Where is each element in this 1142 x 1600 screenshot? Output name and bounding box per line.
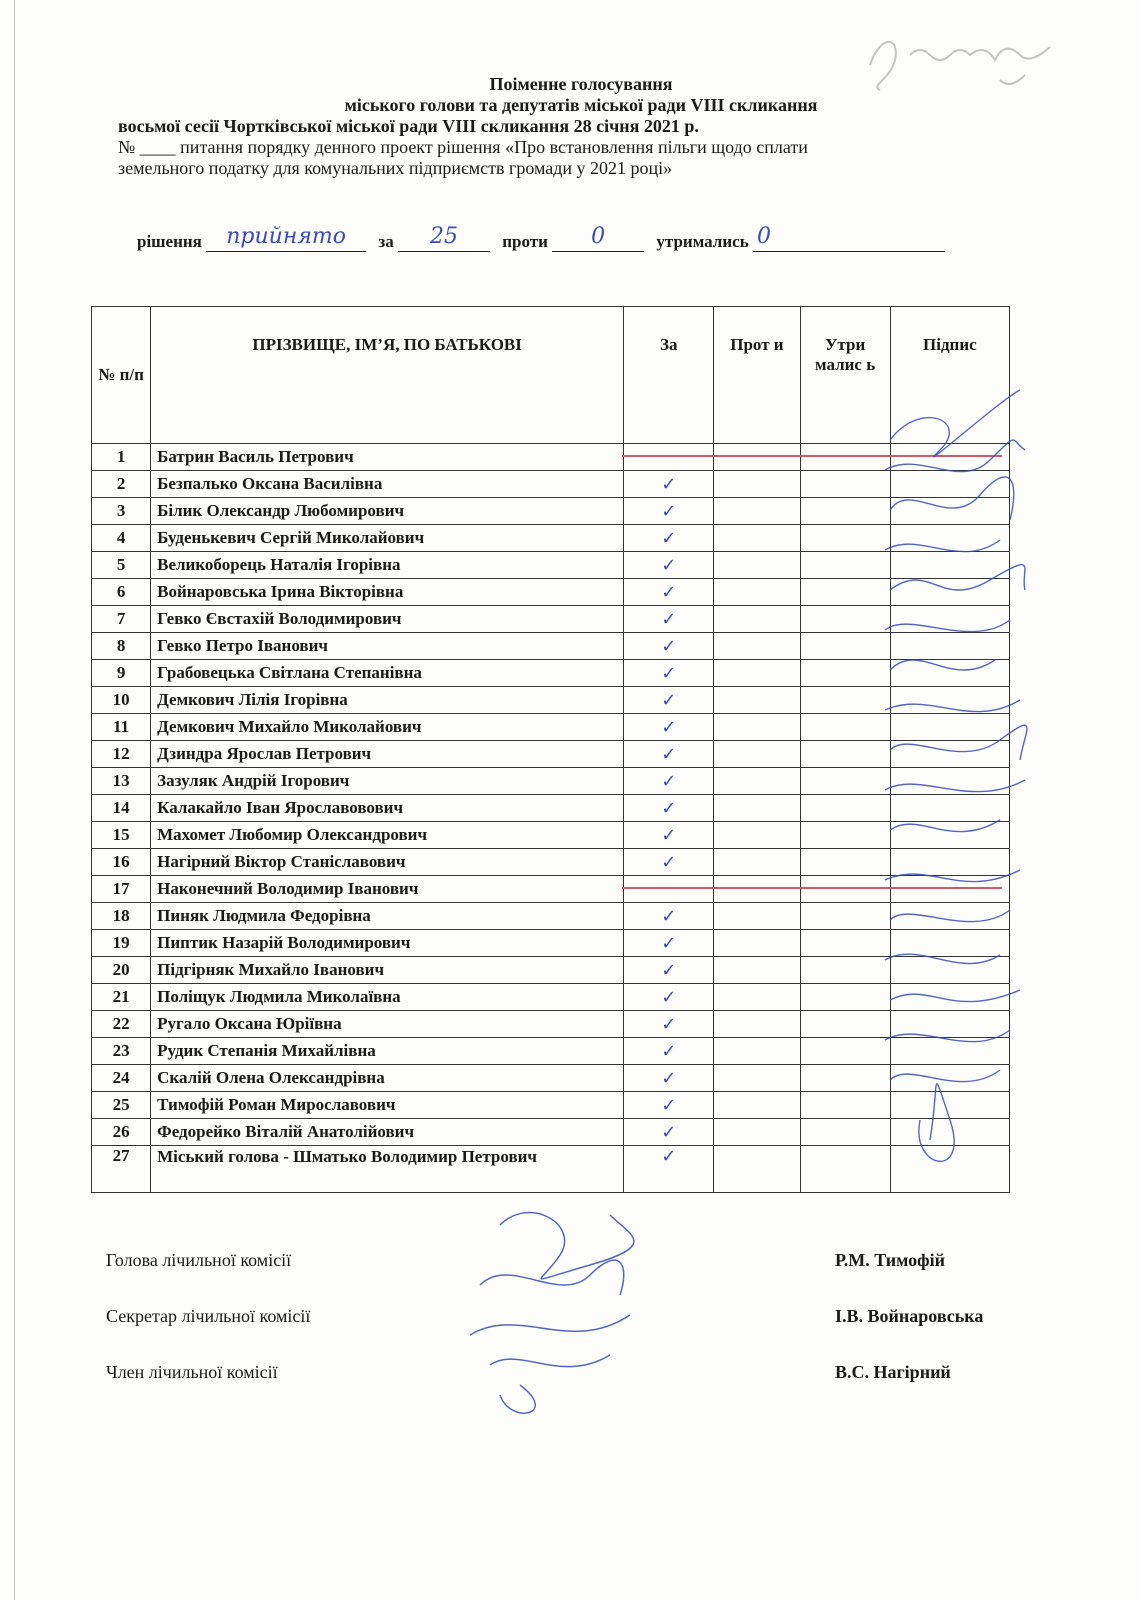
table-row bbox=[92, 1119, 1010, 1146]
row-name: Гевко Петро Іванович bbox=[151, 633, 624, 660]
row-number: 2 bbox=[92, 471, 151, 498]
row-vote-against bbox=[714, 957, 800, 984]
col-name: ПРІЗВИЩЕ, ІМ’Я, ПО БАТЬКОВІ bbox=[151, 307, 624, 444]
secretary-row bbox=[0, 1306, 1142, 1330]
row-name: Демкович Михайло Миколайович bbox=[151, 714, 624, 741]
row-vote-za bbox=[624, 525, 714, 552]
row-vote-za bbox=[624, 876, 714, 903]
table-row bbox=[92, 525, 1010, 552]
row-vote-abstain bbox=[800, 957, 890, 984]
row-number: 10 bbox=[92, 687, 151, 714]
table-row bbox=[92, 660, 1010, 687]
row-vote-za bbox=[624, 1038, 714, 1065]
doc-subtitle: міського голови та депутатів міської ради VIII скликання bbox=[344, 95, 818, 115]
check-mark-icon: ✓ bbox=[661, 662, 677, 684]
row-number: 9 bbox=[92, 660, 151, 687]
row-number: 25 bbox=[92, 1092, 151, 1119]
check-mark-icon: ✓ bbox=[661, 797, 677, 819]
row-name: Рудик Степанія Михайлівна bbox=[151, 1038, 624, 1065]
row-vote-against bbox=[714, 525, 800, 552]
row-vote-abstain bbox=[800, 876, 890, 903]
row-vote-abstain bbox=[800, 822, 890, 849]
row-number: 23 bbox=[92, 1038, 151, 1065]
row-vote-za bbox=[624, 768, 714, 795]
table-row bbox=[92, 822, 1010, 849]
row-name: Міський голова - Шматько Володимир Петрович bbox=[151, 1146, 624, 1193]
row-name: Пиняк Людмила Федорівна bbox=[151, 903, 624, 930]
row-vote-za bbox=[624, 579, 714, 606]
row-name: Нагірний Віктор Станіславович bbox=[151, 849, 624, 876]
row-vote-za bbox=[624, 606, 714, 633]
col-proty: Прот и bbox=[714, 307, 800, 444]
chair-row bbox=[0, 1250, 1142, 1274]
row-name: Ругало Оксана Юріївна bbox=[151, 1011, 624, 1038]
chair-role: Голова лічильної комісії bbox=[106, 1250, 292, 1270]
check-mark-icon: ✓ bbox=[661, 851, 677, 873]
col-za: За bbox=[624, 307, 714, 444]
member-row bbox=[0, 1362, 1142, 1386]
check-mark-icon: ✓ bbox=[661, 1067, 677, 1089]
scan-edge bbox=[14, 0, 15, 1600]
for-value: 25 bbox=[429, 224, 458, 249]
row-name: Махомет Любомир Олександрович bbox=[151, 822, 624, 849]
row-vote-za bbox=[624, 444, 714, 471]
row-vote-za bbox=[624, 471, 714, 498]
chair-name: Р.М. Тимофій bbox=[835, 1250, 946, 1270]
row-vote-against bbox=[714, 1065, 800, 1092]
row-number: 14 bbox=[92, 795, 151, 822]
row-name: Войнаровська Ірина Вікторівна bbox=[151, 579, 624, 606]
row-vote-abstain bbox=[800, 1065, 890, 1092]
row-number: 1 bbox=[92, 444, 151, 471]
row-vote-abstain bbox=[800, 930, 890, 957]
table-row bbox=[92, 903, 1010, 930]
row-vote-za bbox=[624, 687, 714, 714]
row-vote-abstain bbox=[800, 903, 890, 930]
row-name: Підгірняк Михайло Іванович bbox=[151, 957, 624, 984]
row-number: 4 bbox=[92, 525, 151, 552]
row-vote-abstain bbox=[800, 1146, 890, 1193]
row-vote-abstain bbox=[800, 1092, 890, 1119]
session-line: восьмої сесії Чортківської міської ради VIII скликання 28 січня 2021 р. bbox=[118, 116, 699, 136]
decision-value: прийнято bbox=[226, 224, 346, 249]
row-name: Дзиндра Ярослав Петрович bbox=[151, 741, 624, 768]
row-vote-against bbox=[714, 606, 800, 633]
row-vote-abstain bbox=[800, 741, 890, 768]
row-vote-against bbox=[714, 498, 800, 525]
for-label: за bbox=[378, 232, 394, 251]
row-vote-against bbox=[714, 714, 800, 741]
table-row bbox=[92, 633, 1010, 660]
row-vote-abstain bbox=[800, 660, 890, 687]
table-row bbox=[92, 1011, 1010, 1038]
row-vote-abstain bbox=[800, 633, 890, 660]
row-number: 18 bbox=[92, 903, 151, 930]
row-number: 27 bbox=[92, 1146, 151, 1193]
member-role: Член лічильної комісії bbox=[106, 1362, 278, 1382]
row-number: 16 bbox=[92, 849, 151, 876]
row-name: Наконечний Володимир Іванович bbox=[151, 876, 624, 903]
row-vote-against bbox=[714, 903, 800, 930]
row-vote-against bbox=[714, 741, 800, 768]
row-vote-za bbox=[624, 552, 714, 579]
row-name: Гевко Євстахій Володимирович bbox=[151, 606, 624, 633]
row-vote-against bbox=[714, 984, 800, 1011]
against-value: 0 bbox=[591, 224, 606, 249]
row-vote-against bbox=[714, 1119, 800, 1146]
table-row bbox=[92, 876, 1010, 903]
row-vote-za bbox=[624, 903, 714, 930]
row-vote-za bbox=[624, 930, 714, 957]
table-row bbox=[92, 579, 1010, 606]
check-mark-icon: ✓ bbox=[661, 824, 677, 846]
row-vote-against bbox=[714, 471, 800, 498]
decision-field bbox=[206, 224, 366, 252]
check-mark-icon: ✓ bbox=[661, 1121, 677, 1143]
row-number: 22 bbox=[92, 1011, 151, 1038]
table-row bbox=[92, 471, 1010, 498]
row-vote-against bbox=[714, 1011, 800, 1038]
row-vote-against bbox=[714, 1092, 800, 1119]
table-row bbox=[92, 984, 1010, 1011]
row-vote-abstain bbox=[800, 849, 890, 876]
row-vote-za bbox=[624, 984, 714, 1011]
row-vote-za bbox=[624, 957, 714, 984]
row-name: Грабовецька Світлана Степанівна bbox=[151, 660, 624, 687]
check-mark-icon: ✓ bbox=[661, 1040, 677, 1062]
row-vote-abstain bbox=[800, 444, 890, 471]
check-mark-icon: ✓ bbox=[661, 1013, 677, 1035]
check-mark-icon: ✓ bbox=[661, 932, 677, 954]
row-number: 6 bbox=[92, 579, 151, 606]
row-vote-za bbox=[624, 1092, 714, 1119]
table-row bbox=[92, 849, 1010, 876]
table-row bbox=[92, 741, 1010, 768]
check-mark-icon: ✓ bbox=[661, 689, 677, 711]
check-mark-icon: ✓ bbox=[661, 986, 677, 1008]
check-mark-icon: ✓ bbox=[661, 770, 677, 792]
abstained-value: 0 bbox=[756, 224, 771, 249]
vote-table bbox=[91, 306, 1010, 1193]
col-num: № п/п bbox=[92, 307, 151, 444]
secretary-name: І.В. Войнаровська bbox=[835, 1306, 984, 1326]
row-vote-against bbox=[714, 930, 800, 957]
row-vote-abstain bbox=[800, 795, 890, 822]
row-vote-abstain bbox=[800, 525, 890, 552]
table-row bbox=[92, 1146, 1010, 1193]
row-vote-against bbox=[714, 552, 800, 579]
row-number: 26 bbox=[92, 1119, 151, 1146]
row-name: Федорейко Віталій Анатолійович bbox=[151, 1119, 624, 1146]
row-number: 11 bbox=[92, 714, 151, 741]
row-name: Калакайло Іван Ярославовович bbox=[151, 795, 624, 822]
doc-title: Поіменне голосування bbox=[489, 74, 673, 94]
row-vote-against bbox=[714, 444, 800, 471]
row-vote-against bbox=[714, 822, 800, 849]
check-mark-icon: ✓ bbox=[661, 743, 677, 765]
row-vote-against bbox=[714, 633, 800, 660]
row-number: 13 bbox=[92, 768, 151, 795]
row-name: Поліщук Людмила Миколаївна bbox=[151, 984, 624, 1011]
row-vote-abstain bbox=[800, 687, 890, 714]
check-mark-icon: ✓ bbox=[661, 635, 677, 657]
row-vote-abstain bbox=[800, 498, 890, 525]
row-vote-abstain bbox=[800, 714, 890, 741]
abstained-field bbox=[753, 224, 945, 252]
table-row bbox=[92, 498, 1010, 525]
row-name: Тимофій Роман Мирославович bbox=[151, 1092, 624, 1119]
row-number: 7 bbox=[92, 606, 151, 633]
check-mark-icon: ✓ bbox=[661, 527, 677, 549]
row-vote-against bbox=[714, 849, 800, 876]
row-name: Безпалько Оксана Василівна bbox=[151, 471, 624, 498]
table-row bbox=[92, 714, 1010, 741]
row-name: Скалій Олена Олександрівна bbox=[151, 1065, 624, 1092]
check-mark-icon: ✓ bbox=[661, 1094, 677, 1116]
for-field bbox=[398, 224, 490, 252]
row-vote-against bbox=[714, 660, 800, 687]
table-row bbox=[92, 687, 1010, 714]
row-vote-za bbox=[624, 1065, 714, 1092]
row-name: Батрин Василь Петрович bbox=[151, 444, 624, 471]
decision-summary bbox=[137, 224, 945, 252]
check-mark-icon: ✓ bbox=[661, 905, 677, 927]
row-number: 12 bbox=[92, 741, 151, 768]
vote-rows bbox=[92, 444, 1010, 1193]
row-vote-za bbox=[624, 660, 714, 687]
row-vote-against bbox=[714, 876, 800, 903]
row-number: 3 bbox=[92, 498, 151, 525]
row-vote-za bbox=[624, 1146, 714, 1193]
row-vote-abstain bbox=[800, 984, 890, 1011]
table-header-row bbox=[92, 307, 1010, 444]
row-vote-abstain bbox=[800, 1119, 890, 1146]
row-number: 20 bbox=[92, 957, 151, 984]
row-vote-against bbox=[714, 1146, 800, 1193]
check-mark-icon: ✓ bbox=[661, 473, 677, 495]
row-name: Демкович Лілія Ігорівна bbox=[151, 687, 624, 714]
row-number: 17 bbox=[92, 876, 151, 903]
table-row bbox=[92, 930, 1010, 957]
member-name: В.С. Нагірний bbox=[835, 1362, 951, 1382]
check-mark-icon: ✓ bbox=[661, 1146, 677, 1167]
against-field bbox=[552, 224, 644, 252]
row-vote-za bbox=[624, 633, 714, 660]
check-mark-icon: ✓ bbox=[661, 581, 677, 603]
row-name: Білик Олександр Любомирович bbox=[151, 498, 624, 525]
against-label: проти bbox=[502, 232, 548, 251]
row-vote-against bbox=[714, 579, 800, 606]
row-number: 24 bbox=[92, 1065, 151, 1092]
row-number: 21 bbox=[92, 984, 151, 1011]
row-vote-abstain bbox=[800, 1038, 890, 1065]
row-vote-abstain bbox=[800, 579, 890, 606]
row-vote-za bbox=[624, 741, 714, 768]
signature-column-scribbles bbox=[880, 380, 1030, 1180]
table-row bbox=[92, 552, 1010, 579]
row-vote-za bbox=[624, 714, 714, 741]
row-vote-abstain bbox=[800, 471, 890, 498]
abstained-label: утримались bbox=[656, 232, 749, 251]
row-vote-against bbox=[714, 795, 800, 822]
row-name: Пиптик Назарій Володимирович bbox=[151, 930, 624, 957]
check-mark-icon: ✓ bbox=[661, 554, 677, 576]
document-header bbox=[0, 74, 1142, 179]
row-number: 5 bbox=[92, 552, 151, 579]
check-mark-icon: ✓ bbox=[661, 716, 677, 738]
row-vote-abstain bbox=[800, 552, 890, 579]
check-mark-icon: ✓ bbox=[661, 959, 677, 981]
row-vote-za bbox=[624, 822, 714, 849]
row-vote-against bbox=[714, 1038, 800, 1065]
row-name: Буденькевич Сергій Миколайович bbox=[151, 525, 624, 552]
row-vote-against bbox=[714, 768, 800, 795]
row-vote-abstain bbox=[800, 1011, 890, 1038]
row-vote-za bbox=[624, 849, 714, 876]
agenda-line: № ____ питання порядку денного проект рішення «Про встановлення пільги щодо сплати bbox=[118, 137, 808, 157]
table-row bbox=[92, 1038, 1010, 1065]
row-vote-za bbox=[624, 795, 714, 822]
table-row bbox=[92, 795, 1010, 822]
row-name: Великоборець Наталія Ігорівна bbox=[151, 552, 624, 579]
col-utr: Утри малис ь bbox=[800, 307, 890, 444]
row-vote-za bbox=[624, 1119, 714, 1146]
agenda-line-2: земельного податку для комунальних підприємств громади у 2021 році» bbox=[118, 158, 673, 178]
table-row bbox=[92, 957, 1010, 984]
table-row bbox=[92, 1092, 1010, 1119]
row-vote-abstain bbox=[800, 768, 890, 795]
table-row bbox=[92, 1065, 1010, 1092]
row-vote-abstain bbox=[800, 606, 890, 633]
row-vote-za bbox=[624, 498, 714, 525]
table-row bbox=[92, 606, 1010, 633]
col-sig: Підпис bbox=[890, 307, 1009, 444]
row-number: 19 bbox=[92, 930, 151, 957]
check-mark-icon: ✓ bbox=[661, 500, 677, 522]
row-vote-za bbox=[624, 1011, 714, 1038]
row-vote-against bbox=[714, 687, 800, 714]
row-name: Зазуляк Андрій Ігорович bbox=[151, 768, 624, 795]
table-row bbox=[92, 444, 1010, 471]
check-mark-icon: ✓ bbox=[661, 608, 677, 630]
secretary-role: Секретар лічильної комісії bbox=[106, 1306, 311, 1326]
row-number: 8 bbox=[92, 633, 151, 660]
decision-label: рішення bbox=[137, 232, 202, 251]
row-number: 15 bbox=[92, 822, 151, 849]
table-row bbox=[92, 768, 1010, 795]
